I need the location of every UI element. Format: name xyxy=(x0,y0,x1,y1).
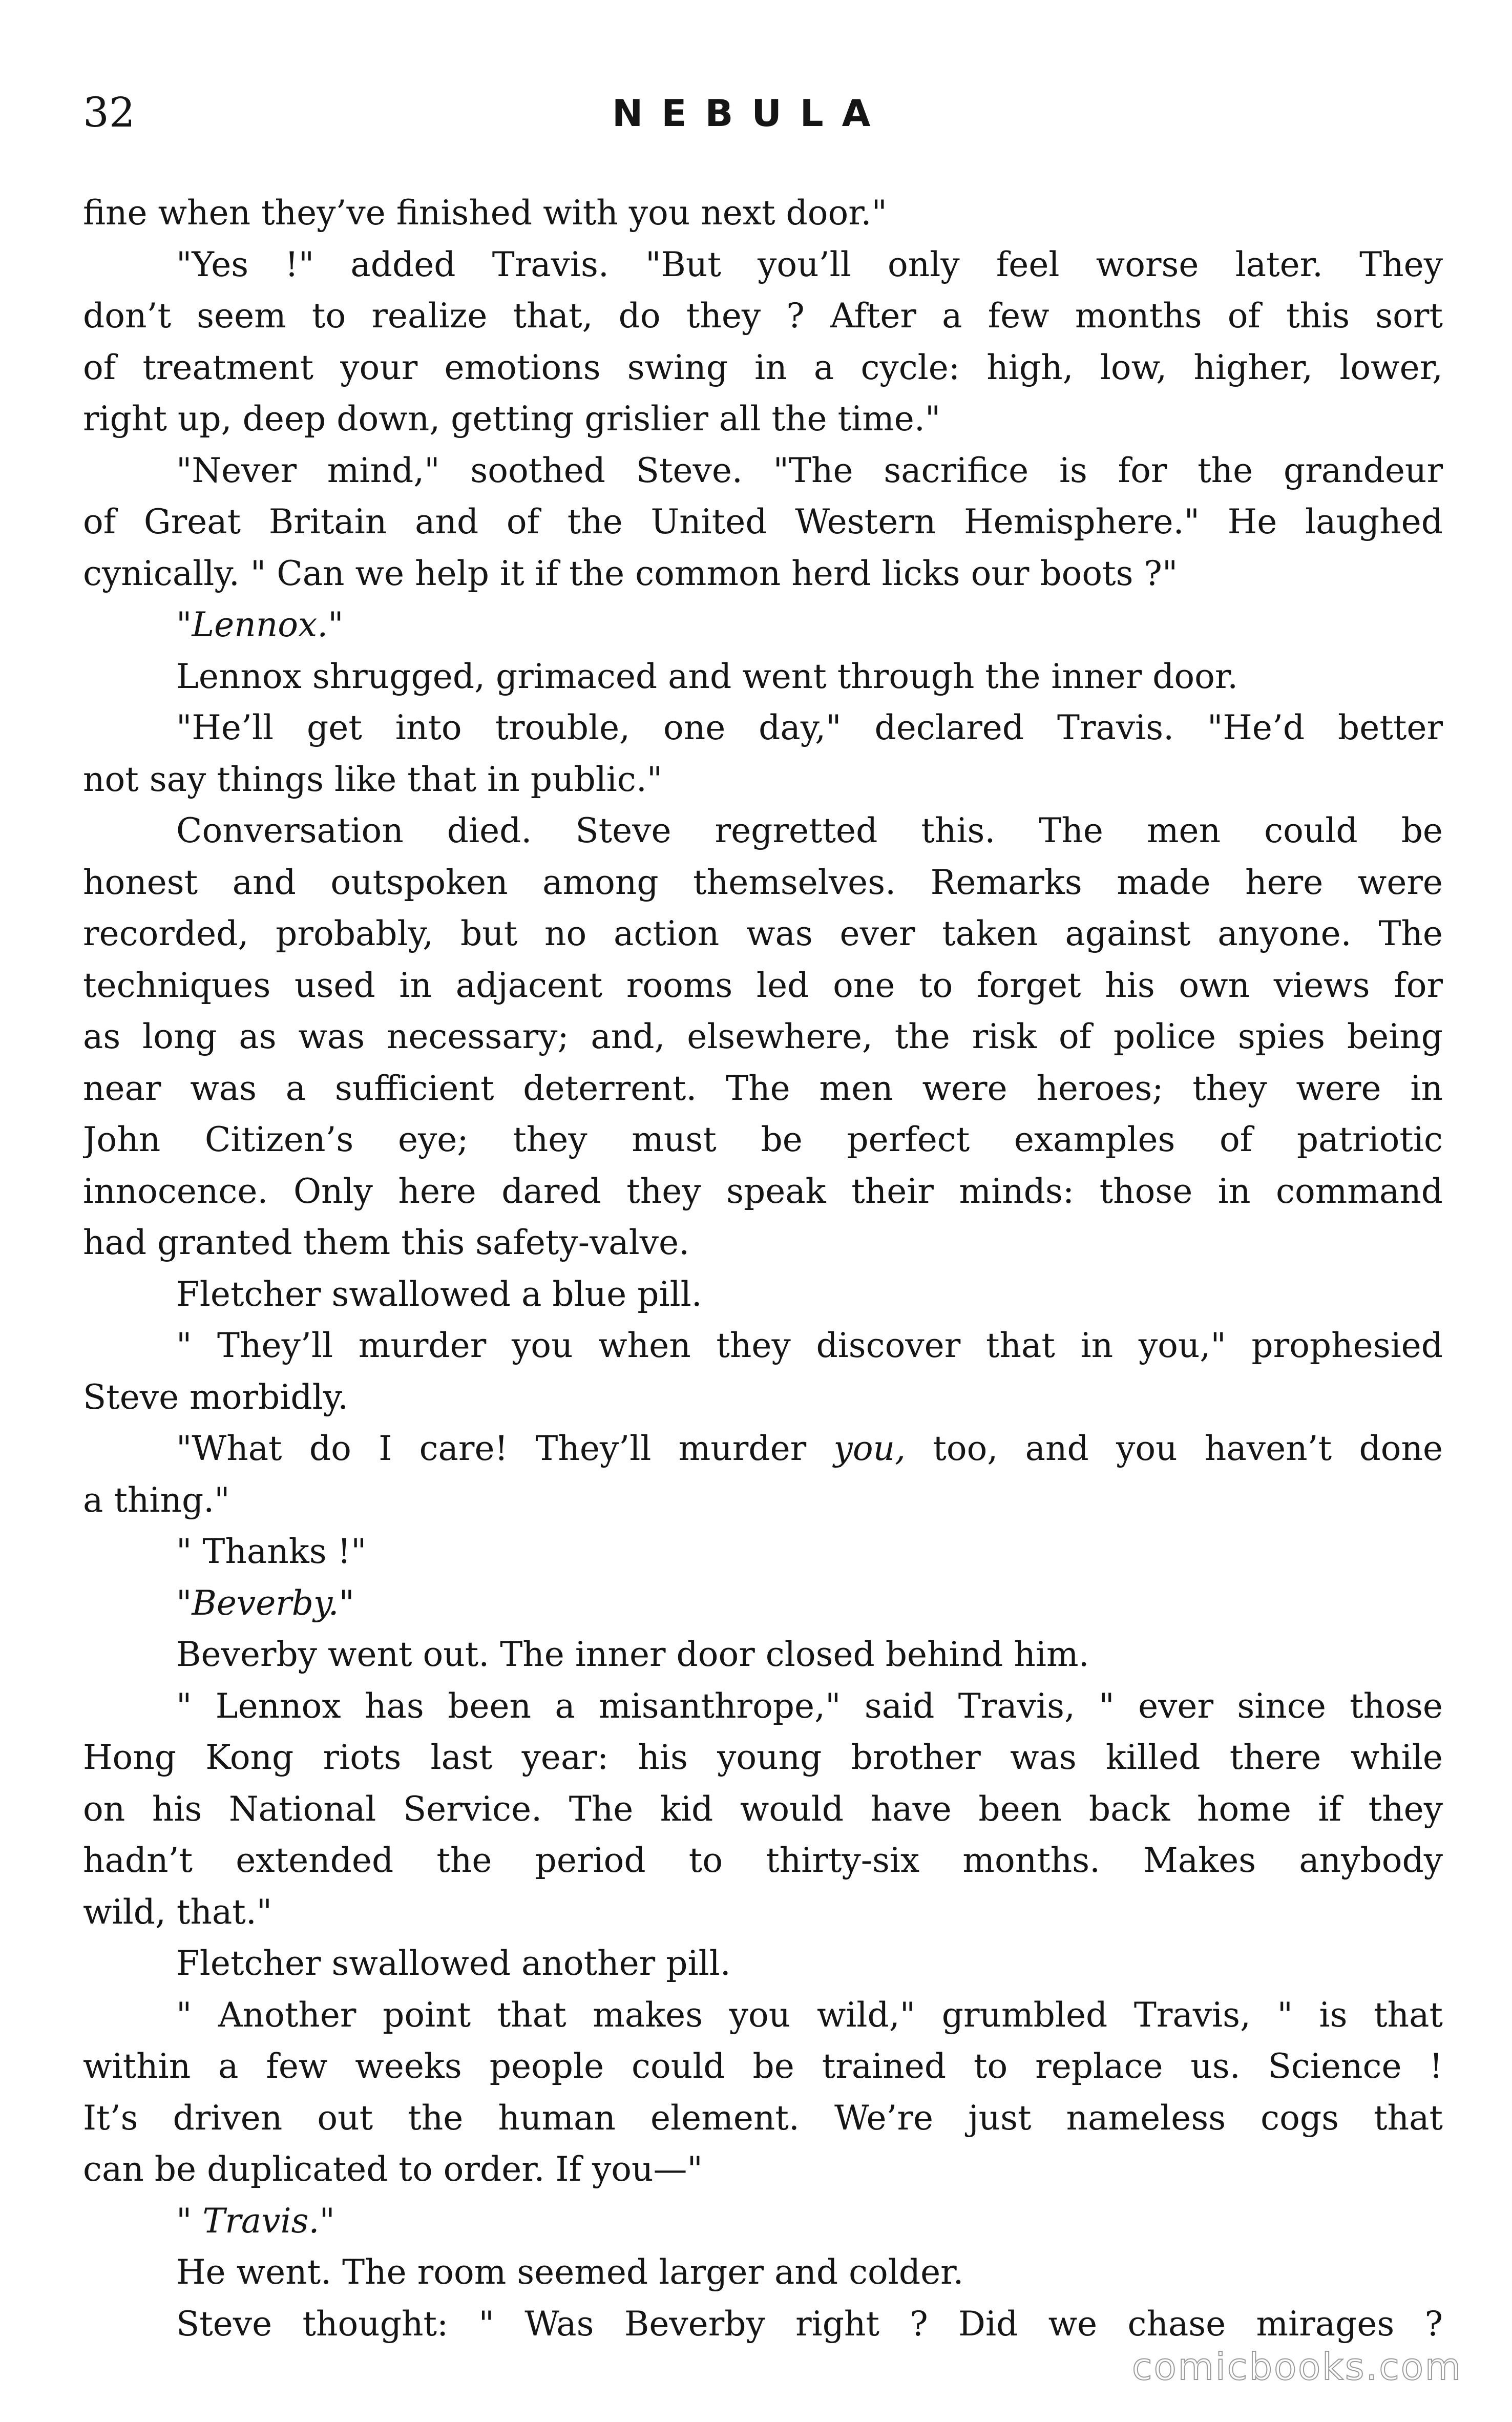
text-line: recorded, probably, but no action was ever taken against anyone. The xyxy=(83,914,1443,953)
text-line: don’t seem to realize that, do they ? After a few months of this sort xyxy=(83,296,1443,336)
italic-word: you, xyxy=(833,1429,906,1468)
text-line: of Great Britain and of the United Western Hemisphere." He laughed xyxy=(83,502,1443,541)
text-line: can be duplicated to order. If you—" xyxy=(83,2149,703,2189)
body-text xyxy=(83,187,1443,2350)
text-line: Steve morbidly. xyxy=(83,1377,349,1417)
text-line: Fletcher swallowed a blue pill. xyxy=(176,1274,702,1314)
text-line: not say things like that in public." xyxy=(83,759,663,799)
text-line: It’s driven out the human element. We’re just nameless cogs that xyxy=(83,2098,1443,2138)
text-line: fine when they’ve finished with you next door." xyxy=(83,193,887,233)
text-line: near was a sufficient deterrent. The men were heroes; they were in xyxy=(83,1068,1443,1108)
text-line: " Thanks !" xyxy=(176,1532,367,1571)
text-line: innocence. Only here dared they speak their minds: those in command xyxy=(83,1171,1443,1211)
text-line: Beverby went out. The inner door closed behind him. xyxy=(176,1635,1089,1674)
text-line: "He’ll get into trouble, one day," declared Travis. "He’d better xyxy=(176,708,1443,747)
text-line: had granted them this safety-valve. xyxy=(83,1223,690,1262)
text-line: He went. The room seemed larger and colder. xyxy=(176,2252,964,2292)
text-line: of treatment your emotions swing in a cycle: high, low, higher, lower, xyxy=(83,347,1443,387)
text-line: techniques used in adjacent rooms led one to forget his own views for xyxy=(83,965,1443,1005)
text-line: Steve thought: " Was Beverby right ? Did we chase mirages ? xyxy=(176,2304,1443,2344)
site-watermark: comicbooks.com xyxy=(1132,2345,1463,2388)
text-line: " Travis." xyxy=(176,2201,335,2241)
text-line: right up, deep down, getting grislier all the time." xyxy=(83,399,941,439)
text-line: "Beverby." xyxy=(176,1583,354,1623)
text-line: as long as was necessary; and, elsewhere, the risk of police spies being xyxy=(83,1017,1443,1056)
text-line: within a few weeks people could be trained to replace us. Science ! xyxy=(83,2047,1443,2086)
page-number: 32 xyxy=(83,89,135,136)
text-line: on his National Service. The kid would have been back home if they xyxy=(83,1789,1443,1829)
text-line: hadn’t extended the period to thirty-six months. Makes anybody xyxy=(83,1841,1443,1880)
running-title: NEBULA xyxy=(612,92,889,135)
text-line: "Yes !" added Travis. "But you’ll only feel worse later. They xyxy=(176,244,1443,284)
text-line: Hong Kong riots last year: his young brother was killed there while xyxy=(83,1738,1443,1777)
text-line: "Never mind," soothed Steve. "The sacrifice is for the grandeur xyxy=(176,450,1443,490)
text-line: honest and outspoken among themselves. Remarks made here were xyxy=(83,862,1443,902)
text-line: wild, that." xyxy=(83,1892,272,1932)
text-line: "Lennox." xyxy=(176,605,344,644)
text-line: Conversation died. Steve regretted this. The men could be xyxy=(176,811,1443,850)
text-line: " Lennox has been a misanthrope," said Travis, " ever since those xyxy=(176,1686,1443,1726)
text-line: John Citizen’s eye; they must be perfect examples of patriotic xyxy=(83,1120,1443,1159)
text-line: " They’ll murder you when they discover that in you," prophesied xyxy=(176,1326,1443,1365)
text-line: "What do I care! They’ll murder you, too, and you haven’t done xyxy=(176,1429,1443,1468)
text-line: Fletcher swallowed another pill. xyxy=(176,1944,731,1983)
text-line: Lennox shrugged, grimaced and went through the inner door. xyxy=(176,656,1238,696)
text-line: a thing." xyxy=(83,1480,230,1520)
text-line: " Another point that makes you wild," grumbled Travis, " is that xyxy=(176,1995,1443,2035)
text-line: cynically. " Can we help it if the common herd licks our boots ?" xyxy=(83,553,1178,593)
